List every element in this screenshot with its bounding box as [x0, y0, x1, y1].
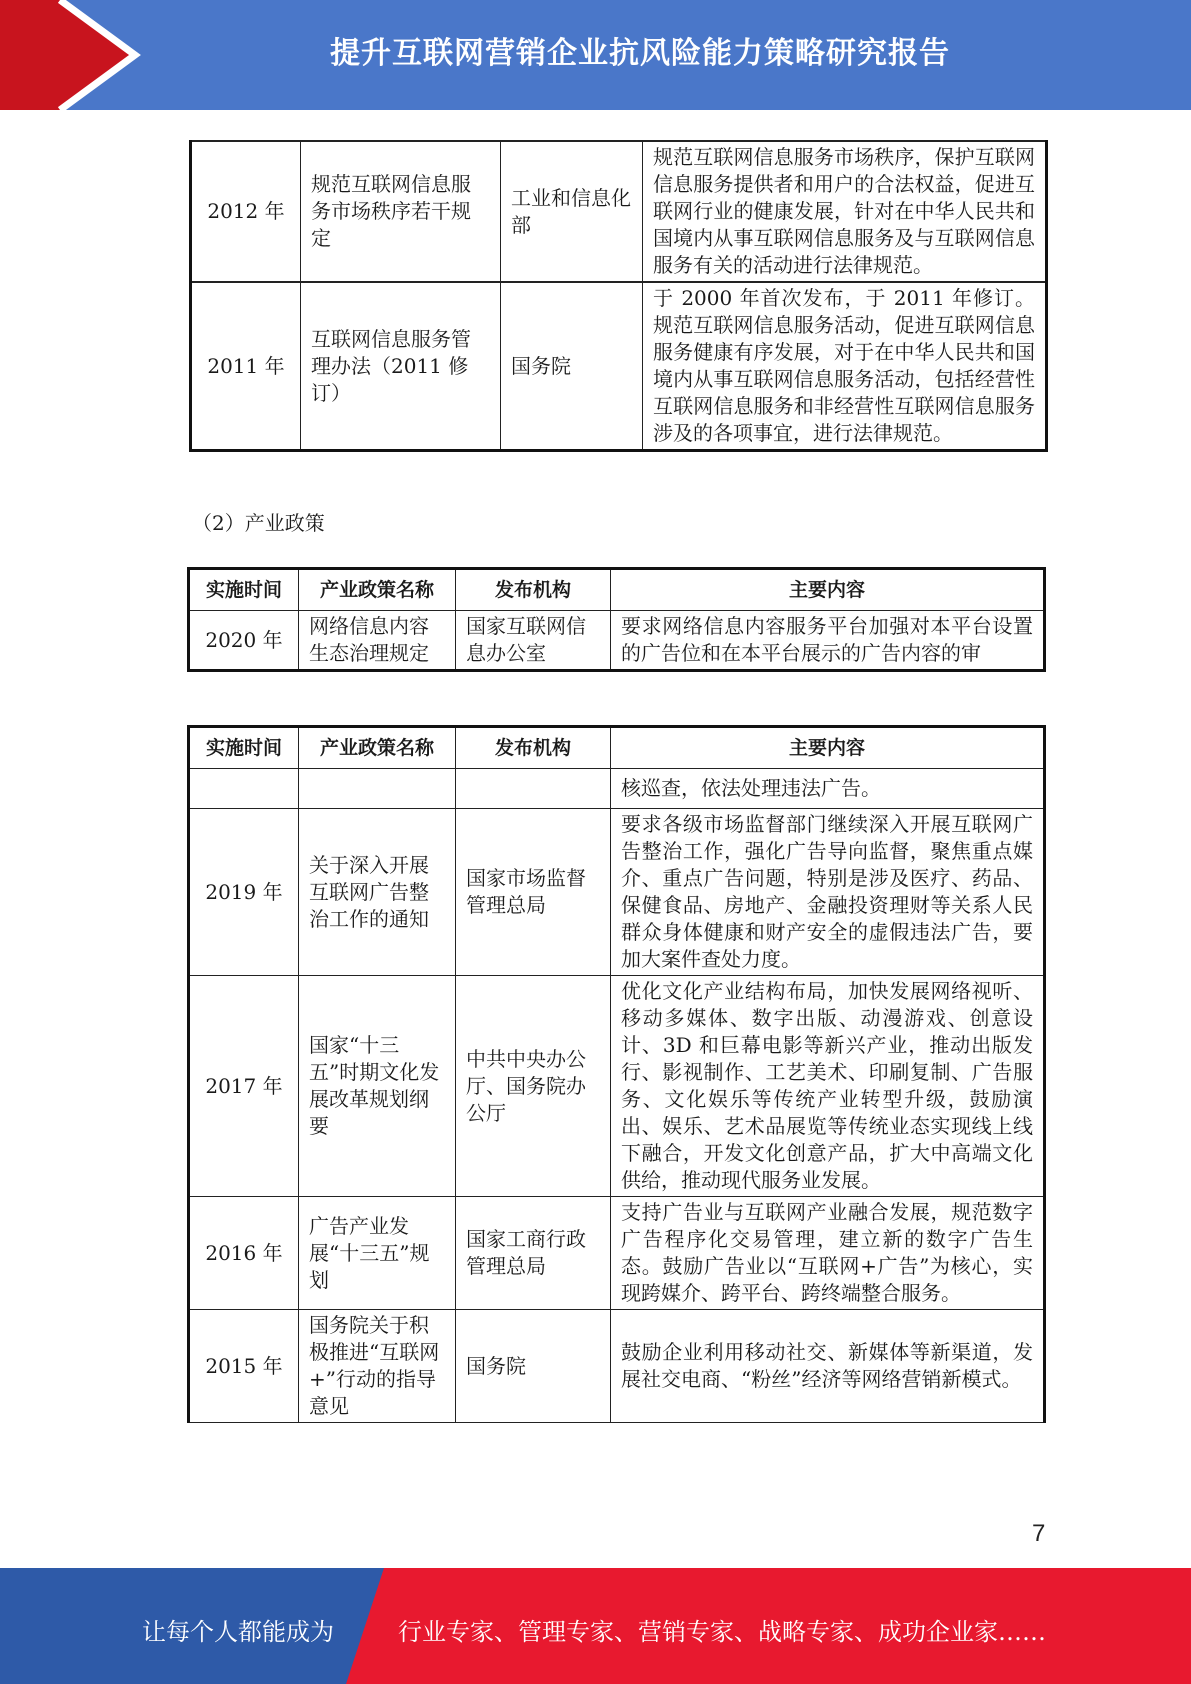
- table-row: [189, 1310, 1045, 1423]
- footer-slogan-left: 让每个人都能成为: [142, 1618, 334, 1646]
- table-row: [189, 1197, 1045, 1310]
- year-cell: 2016 年: [189, 1197, 299, 1310]
- content-cell: 于 2000 年首次发布，于 2011 年修订。规范互联网信息服务活动，促进互联网信息服务健康有序发展，对于在中华人民共和国境内从事互联网信息服务活动，包括经营性互联网信息服务和非经营性互联网信息服务涉及的各项事宜，进行法律规范。: [643, 282, 1047, 451]
- content-cell: 鼓励企业利用移动社交、新媒体等新渠道，发展社交电商、“粉丝”经济等网络营销新模式。: [611, 1310, 1045, 1423]
- name-cell: [299, 769, 456, 809]
- name-cell: 关于深入开展互联网广告整治工作的通知: [299, 809, 456, 976]
- year-cell: 2019 年: [189, 809, 299, 976]
- header-name: 产业政策名称: [299, 569, 456, 611]
- name-cell: 规范互联网信息服务市场秩序若干规定: [301, 141, 501, 282]
- content-cell: 要求网络信息内容服务平台加强对本平台设置的广告位和在本平台展示的广告内容的审: [611, 611, 1045, 671]
- year-cell: 2011 年: [191, 282, 301, 451]
- header-content: 主要内容: [611, 727, 1045, 769]
- org-cell: 国务院: [501, 282, 643, 451]
- header-org: 发布机构: [456, 569, 611, 611]
- content-cell: 支持广告业与互联网产业融合发展，规范数字广告程序化交易管理，建立新的数字广告生态。鼓励广告业以“互联网+广告”为核心，实现跨媒介、跨平台、跨终端整合服务。: [611, 1197, 1045, 1310]
- year-cell: [189, 769, 299, 809]
- content-cell: 规范互联网信息服务市场秩序，保护互联网信息服务提供者和用户的合法权益，促进互联网行业的健康发展，针对在中华人民共和国境内从事互联网信息服务及与互联网信息服务有关的活动进行法律规范。: [643, 141, 1047, 282]
- header-time: 实施时间: [189, 727, 299, 769]
- table-row: [189, 611, 1045, 671]
- table-row: [189, 976, 1045, 1197]
- header-chevron-decoration: [0, 0, 150, 110]
- header-org: 发布机构: [456, 727, 611, 769]
- content-cell: 要求各级市场监督部门继续深入开展互联网广告整治工作，强化广告导向监督，聚焦重点媒介、重点广告问题，特别是涉及医疗、药品、保健食品、房地产、金融投资理财等关系人民群众身体健康和财产安全的虚假违法广告，要加大案件查处力度。: [611, 809, 1045, 976]
- name-cell: 国家“十三五”时期文化发展改革规划纲要: [299, 976, 456, 1197]
- year-cell: 2017 年: [189, 976, 299, 1197]
- name-cell: 互联网信息服务管理办法（2011 修订）: [301, 282, 501, 451]
- table-row-continued: [189, 769, 1045, 809]
- report-title: 提升互联网营销企业抗风险能力策略研究报告: [330, 36, 950, 71]
- org-cell: 国家互联网信息办公室: [456, 611, 611, 671]
- name-cell: 广告产业发展“十三五”规划: [299, 1197, 456, 1310]
- footer-slogan-right: 行业专家、管理专家、营销专家、战略专家、成功企业家……: [398, 1618, 1046, 1646]
- org-cell: [456, 769, 611, 809]
- org-cell: 国家工商行政管理总局: [456, 1197, 611, 1310]
- section-heading: （2）产业政策: [192, 511, 325, 535]
- name-cell: 国务院关于积极推进“互联网+”行动的指导意见: [299, 1310, 456, 1423]
- org-cell: 中共中央办公厅、国务院办公厅: [456, 976, 611, 1197]
- industry-policy-table-continued: [187, 725, 1046, 1423]
- content-cell: 核巡查，依法处理违法广告。: [611, 769, 1045, 809]
- industry-policy-table: [187, 567, 1046, 672]
- header-content: 主要内容: [611, 569, 1045, 611]
- table-row: [189, 809, 1045, 976]
- table-row: [191, 141, 1047, 282]
- regulation-table: [189, 140, 1048, 452]
- header-time: 实施时间: [189, 569, 299, 611]
- year-cell: 2015 年: [189, 1310, 299, 1423]
- table-header-row: [189, 569, 1045, 611]
- header-name: 产业政策名称: [299, 727, 456, 769]
- table-row: [191, 282, 1047, 451]
- name-cell: 网络信息内容生态治理规定: [299, 611, 456, 671]
- content-cell: 优化文化产业结构布局，加快发展网络视听、移动多媒体、数字出版、动漫游戏、创意设计、3D 和巨幕电影等新兴产业，推动出版发行、影视制作、工艺美术、印刷复制、广告服务、文化娱乐等传统产业转型升级，鼓励演出、娱乐、艺术品展览等传统业态实现线上线下融合，开发文化创意产品，扩大中高端文化供给，推动现代服务业发展。: [611, 976, 1045, 1197]
- page-footer: [0, 1568, 1191, 1684]
- org-cell: 工业和信息化部: [501, 141, 643, 282]
- org-cell: 国家市场监督管理总局: [456, 809, 611, 976]
- year-cell: 2012 年: [191, 141, 301, 282]
- page-number: 7: [1032, 1520, 1046, 1547]
- page-header: [0, 0, 1191, 110]
- table-header-row: [189, 727, 1045, 769]
- org-cell: 国务院: [456, 1310, 611, 1423]
- year-cell: 2020 年: [189, 611, 299, 671]
